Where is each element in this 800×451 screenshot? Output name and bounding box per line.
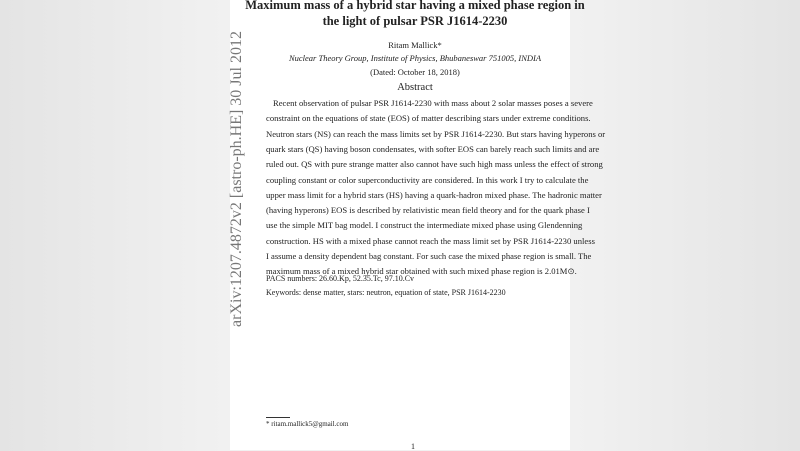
abstract-line: coupling constant or color superconductivity are considered. In this work I try to calculate the <box>266 174 589 185</box>
abstract-heading: Abstract <box>397 82 433 93</box>
abstract-line: Neutron stars (NS) can reach the mass limits set by PSR J1614-2230. But stars having hyperons or <box>266 128 606 139</box>
date: (Dated: October 18, 2018) <box>370 67 460 77</box>
abstract-line: constraint on the equations of state (EOS) of matter describing stars under extreme conditions. <box>266 113 591 124</box>
abstract-line: construction. HS with a mixed phase cannot reach the mass limit set by PSR J1614-2230 unless <box>266 235 595 246</box>
title-line-2: the light of pulsar PSR J1614-2230 <box>322 14 508 28</box>
affiliation: Nuclear Theory Group, Institute of Physics, Bhubaneswar 751005, INDIA <box>288 53 542 63</box>
footnote: * ritam.mallick5@gmail.com <box>266 420 349 428</box>
abstract-line: Recent observation of pulsar PSR J1614-2230 with mass about 2 solar masses poses a severe <box>273 98 593 108</box>
pacs-numbers: PACS numbers: 26.60.Kp, 52.35.Tc, 97.10.Cv <box>266 274 415 283</box>
abstract-line: ruled out. QS with pure strange matter also cannot have such high mass unless the effect of strong <box>266 159 603 170</box>
abstract-line: use the simple MIT bag model. I construct the intermediate mixed phase using Glendenning <box>266 220 583 231</box>
abstract-line: I assume a density dependent bag constant. For such case the mixed phase region is small. The <box>266 251 592 261</box>
footnote-rule <box>266 417 290 418</box>
abstract-line: upper mass limit for a hybrid stars (HS) having a quark-hadron mixed phase. The hadronic matter <box>266 189 602 200</box>
author: Ritam Mallick* <box>388 40 442 50</box>
abstract-line: maximum mass of a mixed hybrid star obtained with such mixed phase region is 2.01M⊙. <box>266 266 577 277</box>
abstract-line: (having hyperons) EOS is described by relativistic mean field theory and for the quark phase I <box>266 205 590 216</box>
title-line-1: Maximum mass of a hybrid star having a mixed phase region in <box>245 0 585 12</box>
abstract-line: quark stars (QS) having boson condensates, with softer EOS can barely reach such limits and are <box>266 143 600 154</box>
page-number: 1 <box>411 442 415 451</box>
keywords: Keywords: dense matter, stars: neutron, equation of state, PSR J1614-2230 <box>266 288 506 297</box>
arxiv-stamp-text: arXiv:1207.4872v2 [astro-ph.HE] 30 Jul 2012 <box>228 31 245 327</box>
